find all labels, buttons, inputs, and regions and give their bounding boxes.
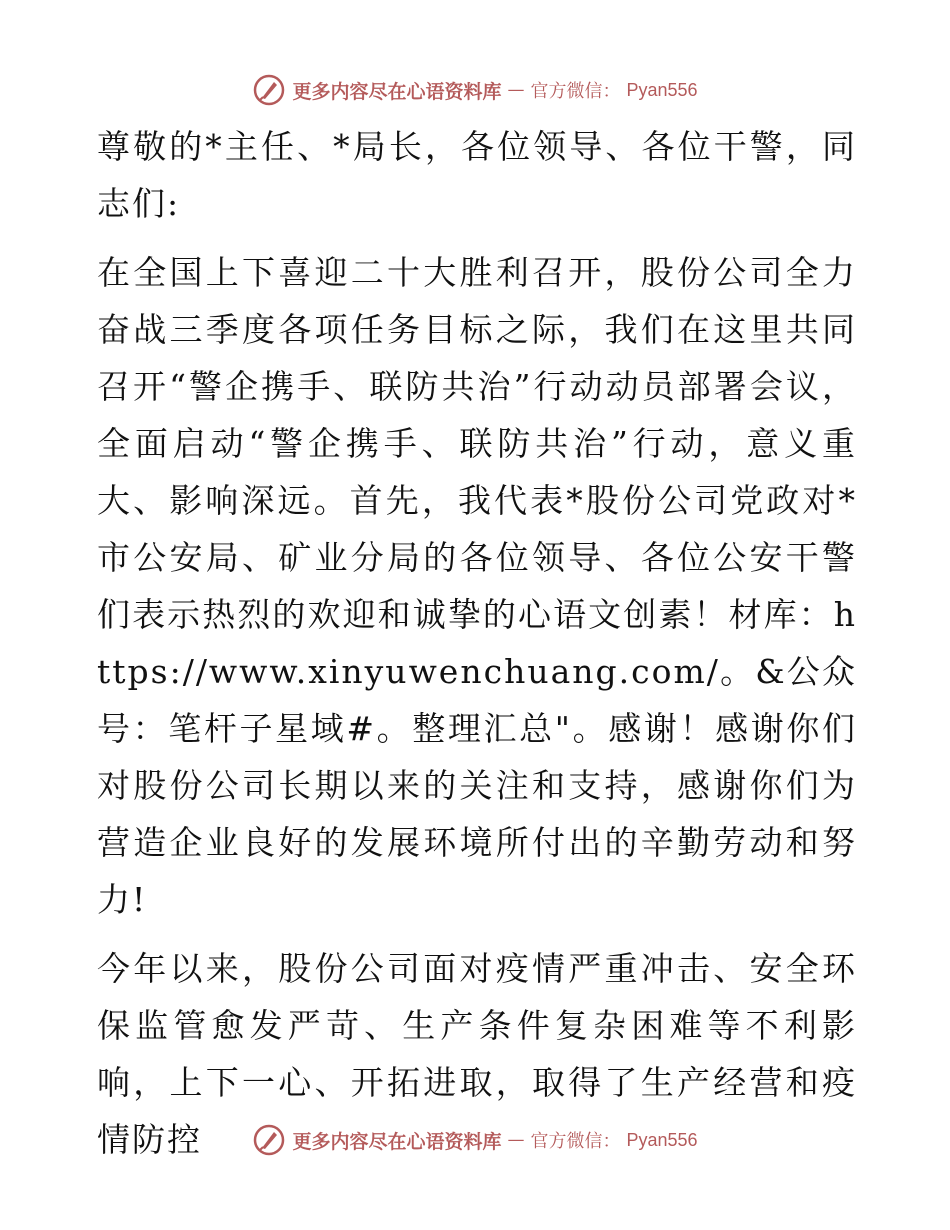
footer-banner <box>0 1120 950 1160</box>
paragraph-review: 今年以来，股份公司面对疫情严重冲击、安全环保监管愈发严苛、生产条件复杂困难等不利影响，上下一心、开拓进取，取得了生产经营和疫情防控 <box>97 949 857 1159</box>
banner-separator: — <box>507 1130 525 1150</box>
document-body <box>97 118 857 1180</box>
banner-brand: 更多内容尽在心语资料库 <box>292 80 502 103</box>
quill-circle-icon <box>252 73 286 107</box>
header-banner <box>0 70 950 110</box>
banner-separator: — <box>507 80 525 100</box>
banner-contact-id: Pyan556 <box>626 1129 698 1150</box>
banner-contact-id: Pyan556 <box>626 79 698 100</box>
banner-brand: 更多内容尽在心语资料库 <box>292 1130 502 1153</box>
quill-circle-icon <box>252 1123 286 1157</box>
banner-contact-label: 官方微信： <box>530 81 621 102</box>
paragraph-salutation: 尊敬的*主任、*局长，各位领导、各位干警，同志们: <box>97 127 857 223</box>
banner-contact-label: 官方微信： <box>530 1131 621 1152</box>
paragraph-opening: 在全国上下喜迎二十大胜利召开，股份公司全力奋战三季度各项任务目标之际，我们在这里共同召开“警企携手、联防共治”行动动员部署会议，全面启动“警企携手、联防共治”行动，意义重大、影响深远。首先，我代表*股份公司党政对*市公安局、矿业分局的各位领导、各位公安干警们表示热烈的欢迎和诚挚的心语文创素！材库：https://www.xinyuwenchuang.com/。&公众号：笔杆子星域#。整理汇总"。感谢！感谢你们对股份公司长期以来的关注和支持，感谢你们为营造企业良好的发展环境所付出的辛勤劳动和努力! <box>97 253 857 919</box>
